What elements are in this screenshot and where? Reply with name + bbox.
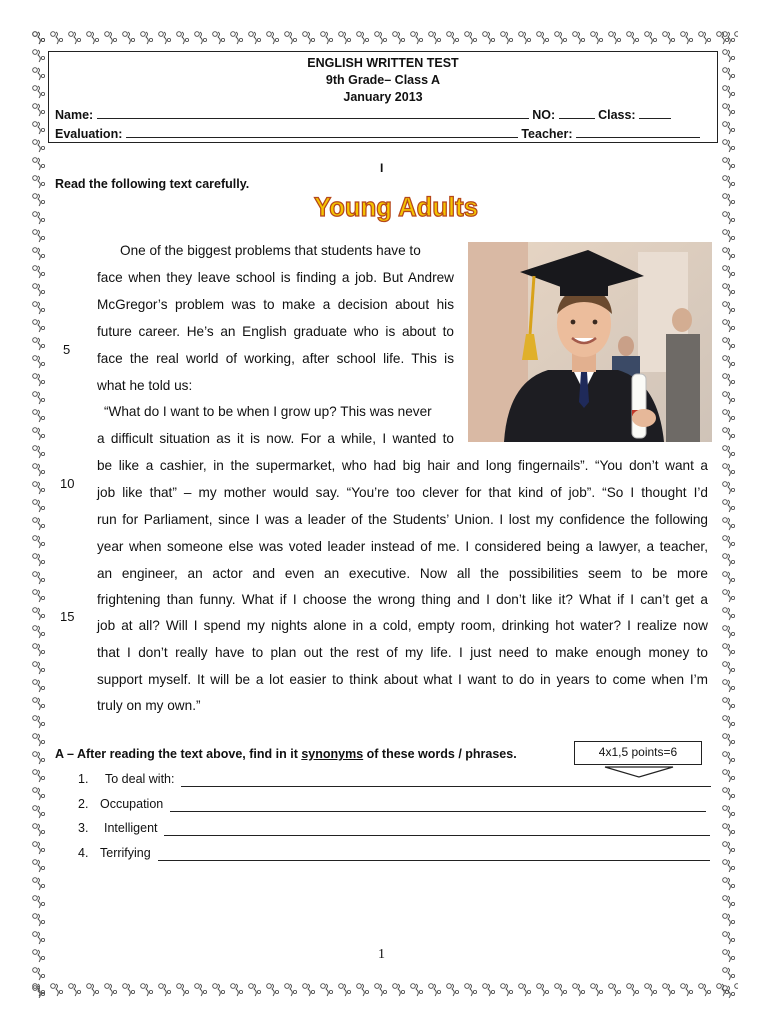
passage-line: One of the biggest problems that students have to [120, 243, 421, 258]
passage-line: what he told us: [97, 378, 193, 393]
callout-arrow-icon [604, 765, 674, 783]
text-title-label: Young Adults [314, 192, 478, 222]
class-field[interactable] [639, 107, 671, 119]
name-field[interactable] [97, 107, 529, 119]
passage-line: “What do I want to be when I grow up? This was never [104, 404, 432, 419]
passage-line: face when they leave school is finding a job. But Andrew [97, 270, 454, 285]
exercise-item: 3. Intelligent [78, 821, 158, 835]
class-label: Class: [598, 108, 636, 122]
passage-line: future career. He’s an English graduate who is about to [97, 324, 454, 339]
page-border-top [30, 28, 738, 46]
passage-line: support myself. It will be a lot easier to think about what I want to do in years to come when I’m [97, 672, 708, 687]
name-row [55, 107, 711, 122]
reading-instruction: Read the following text carefully. [55, 177, 250, 191]
points-callout: 4x1,5 points=6 [574, 741, 702, 765]
passage-line: McGregor’s problem was to make a decision about his [97, 297, 454, 312]
answer-line-1[interactable] [181, 786, 711, 787]
section-numeral: I [380, 161, 384, 175]
exercise-a-heading: A – After reading the text above, find in it synonyms of these words / phrases. [55, 747, 517, 761]
no-label: NO: [532, 108, 556, 122]
graduate-photo [468, 242, 712, 442]
passage-line: face the real world of working, after school life. This is [97, 351, 454, 366]
line-number: 5 [63, 342, 71, 357]
test-date: January 2013 [343, 90, 423, 104]
passage-line: that I don’t really have to plan out the rest of my life. I just need to make enough money to [97, 645, 708, 660]
answer-line-4[interactable] [158, 860, 710, 861]
passage-line: job like that” – my mother would say. “You’re too clever for that kind of job”. “So I thought I’d [97, 485, 708, 500]
evaluation-label: Evaluation: [55, 127, 123, 141]
evaluation-row [55, 126, 711, 141]
passage-line: an engineer, an actor and even an executive. Now all the possibilities seem to be more [97, 566, 708, 581]
answer-line-3[interactable] [164, 835, 710, 836]
teacher-label: Teacher: [521, 127, 573, 141]
name-label: Name: [55, 108, 94, 122]
line-number: 10 [60, 476, 75, 491]
answer-line-2[interactable] [170, 811, 706, 812]
exercise-item: 1. To deal with: [78, 772, 175, 786]
passage-line: truly on my own.” [97, 698, 201, 713]
page-border-right [720, 28, 738, 998]
line-number: 15 [60, 609, 75, 624]
number-field[interactable] [559, 107, 595, 119]
passage-line: be like a cashier, in the supermarket, who had big hair and long fingernails”. “You don’t want a [97, 458, 708, 473]
exercise-item: 4. Terrifying [78, 846, 151, 860]
passage-line: run for Parliament, since I was a leader of the Students’ Union. I lost my confidence the following [97, 512, 708, 527]
exercise-item: 2. Occupation [78, 797, 164, 811]
test-header [48, 51, 718, 143]
evaluation-field[interactable] [126, 126, 518, 138]
passage-line: job at all? Will I spend my nights alone in a cold, empty room, drinking hot water? I realize now [97, 618, 708, 633]
page-border-bottom [30, 980, 738, 998]
passage-line: frightening than funny. What if I choose the wrong thing and I don’t like it? What if I can’t get a [97, 592, 708, 607]
page-number: 1 [378, 947, 385, 962]
passage-line: a difficult situation as it is now. For a while, I wanted to [97, 431, 454, 446]
grade-class: 9th Grade– Class A [325, 73, 441, 87]
passage-line: year when someone else was voted leader instead of me. I considered being a lawyer, a teacher, [97, 539, 708, 554]
test-title: ENGLISH WRITTEN TEST [307, 56, 459, 70]
page-border-left [30, 28, 48, 998]
teacher-field[interactable] [576, 126, 700, 138]
synonyms-keyword: synonyms [301, 747, 364, 761]
text-title [310, 188, 482, 229]
